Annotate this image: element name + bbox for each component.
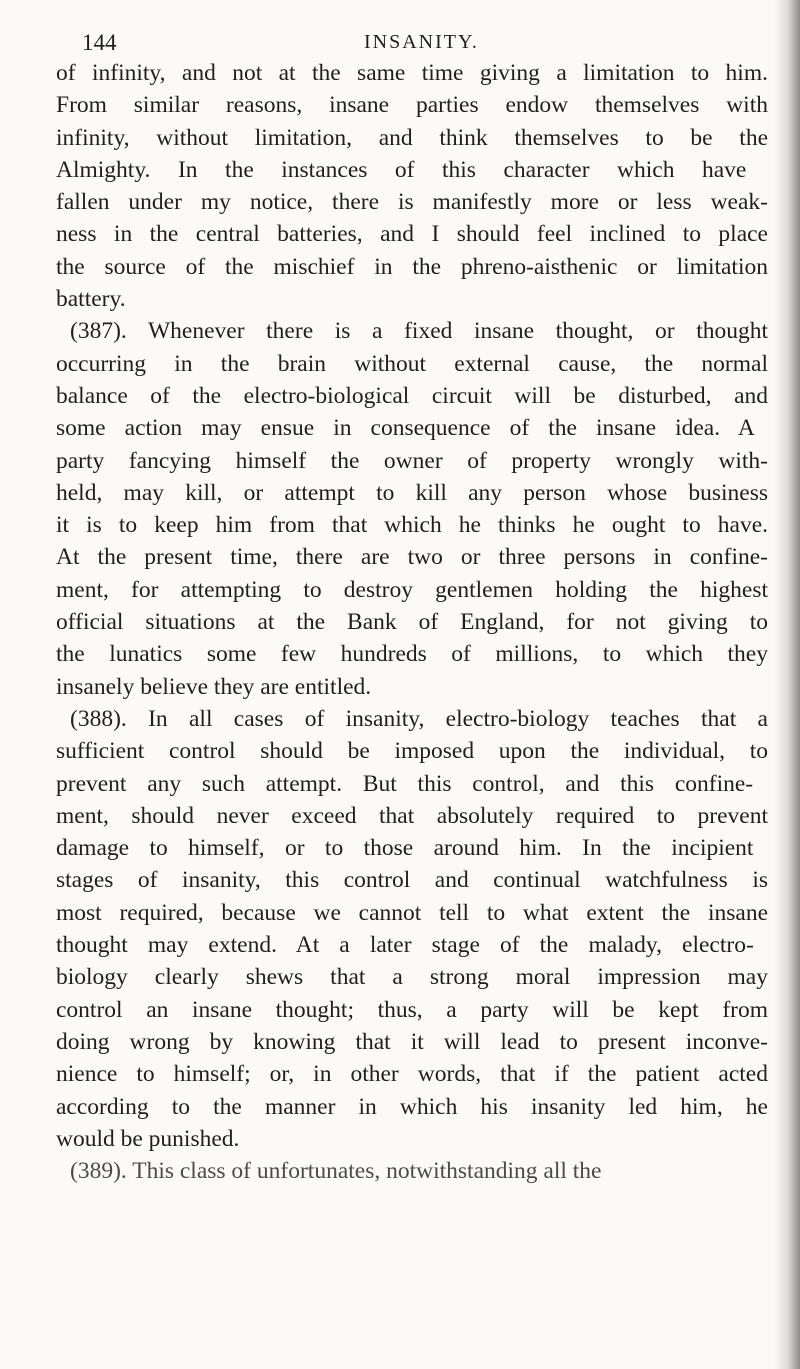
text-line: party fancying himself the owner of property wrongly with- [56, 447, 768, 474]
text-line: prevent any such attempt. But this control, and this confine- [56, 770, 754, 797]
text-line: At the present time, there are two or three persons in confine- [56, 544, 768, 571]
text-line: (389). This class of unfortunates, notwithstanding all the [70, 1158, 602, 1185]
running-head: INSANITY. [364, 31, 479, 53]
text-line: balance of the electro-biological circuit will be disturbed, and [56, 382, 768, 409]
text-line: ness in the central batteries, and I should feel inclined to place [56, 221, 768, 248]
text-line: infinity, without limitation, and think themselves to be the [56, 124, 768, 151]
text-line: nience to himself; or, in other words, that if the patient acted [56, 1061, 768, 1088]
text-line: some action may ensue in consequence of the insane idea. A [56, 415, 755, 442]
text-line: (387). Whenever there is a fixed insane thought, or thought [70, 318, 768, 345]
text-line: most required, because we cannot tell to what extent the insane [56, 899, 768, 926]
text-line: fallen under my notice, there is manifestly more or less weak- [56, 189, 768, 216]
text-line: the source of the mischief in the phreno-aisthenic or limitation [56, 253, 768, 280]
text-line: From similar reasons, insane parties endow themselves with [56, 92, 768, 119]
text-line: of infinity, and not at the same time giving a limitation to him. [56, 60, 768, 86]
text-line: biology clearly shews that a strong moral impression may [56, 964, 768, 991]
text-line: damage to himself, or to those around him. In the incipient [56, 835, 754, 862]
text-line: it is to keep him from that which he thinks he ought to have. [56, 512, 768, 539]
text-line: battery. [56, 286, 126, 313]
text-line: insanely believe they are entitled. [56, 673, 372, 700]
text-line: occurring in the brain without external cause, the normal [56, 350, 768, 377]
text-line: the lunatics some few hundreds of millions, to which they [56, 641, 768, 668]
text-line: would be punished. [56, 1125, 240, 1152]
body-text [56, 57, 768, 1187]
text-line: (388). In all cases of insanity, electro-biology teaches that a [70, 705, 768, 732]
text-line: doing wrong by knowing that it will lead to present inconve- [56, 1028, 768, 1055]
text-line: stages of insanity, this control and continual watchfulness is [56, 867, 768, 894]
page-number: 144 [82, 30, 117, 55]
page-edge-shadow [774, 0, 800, 1369]
text-line: control an insane thought; thus, a party will be kept from [56, 996, 768, 1023]
text-line: held, may kill, or attempt to kill any person whose business [56, 479, 768, 506]
text-line: sufficient control should be imposed upon the individual, to [56, 738, 768, 765]
text-line: thought may extend. At a later stage of the malady, electro- [56, 932, 754, 959]
text-line: Almighty. In the instances of this character which have [56, 156, 747, 183]
text-line: ment, should never exceed that absolutely required to prevent [56, 802, 768, 829]
text-line: according to the manner in which his insanity led him, he [56, 1093, 768, 1120]
page-header [82, 22, 762, 62]
text-line: ment, for attempting to destroy gentlemen holding the highest [56, 576, 768, 603]
text-line: official situations at the Bank of England, for not giving to [56, 609, 768, 636]
